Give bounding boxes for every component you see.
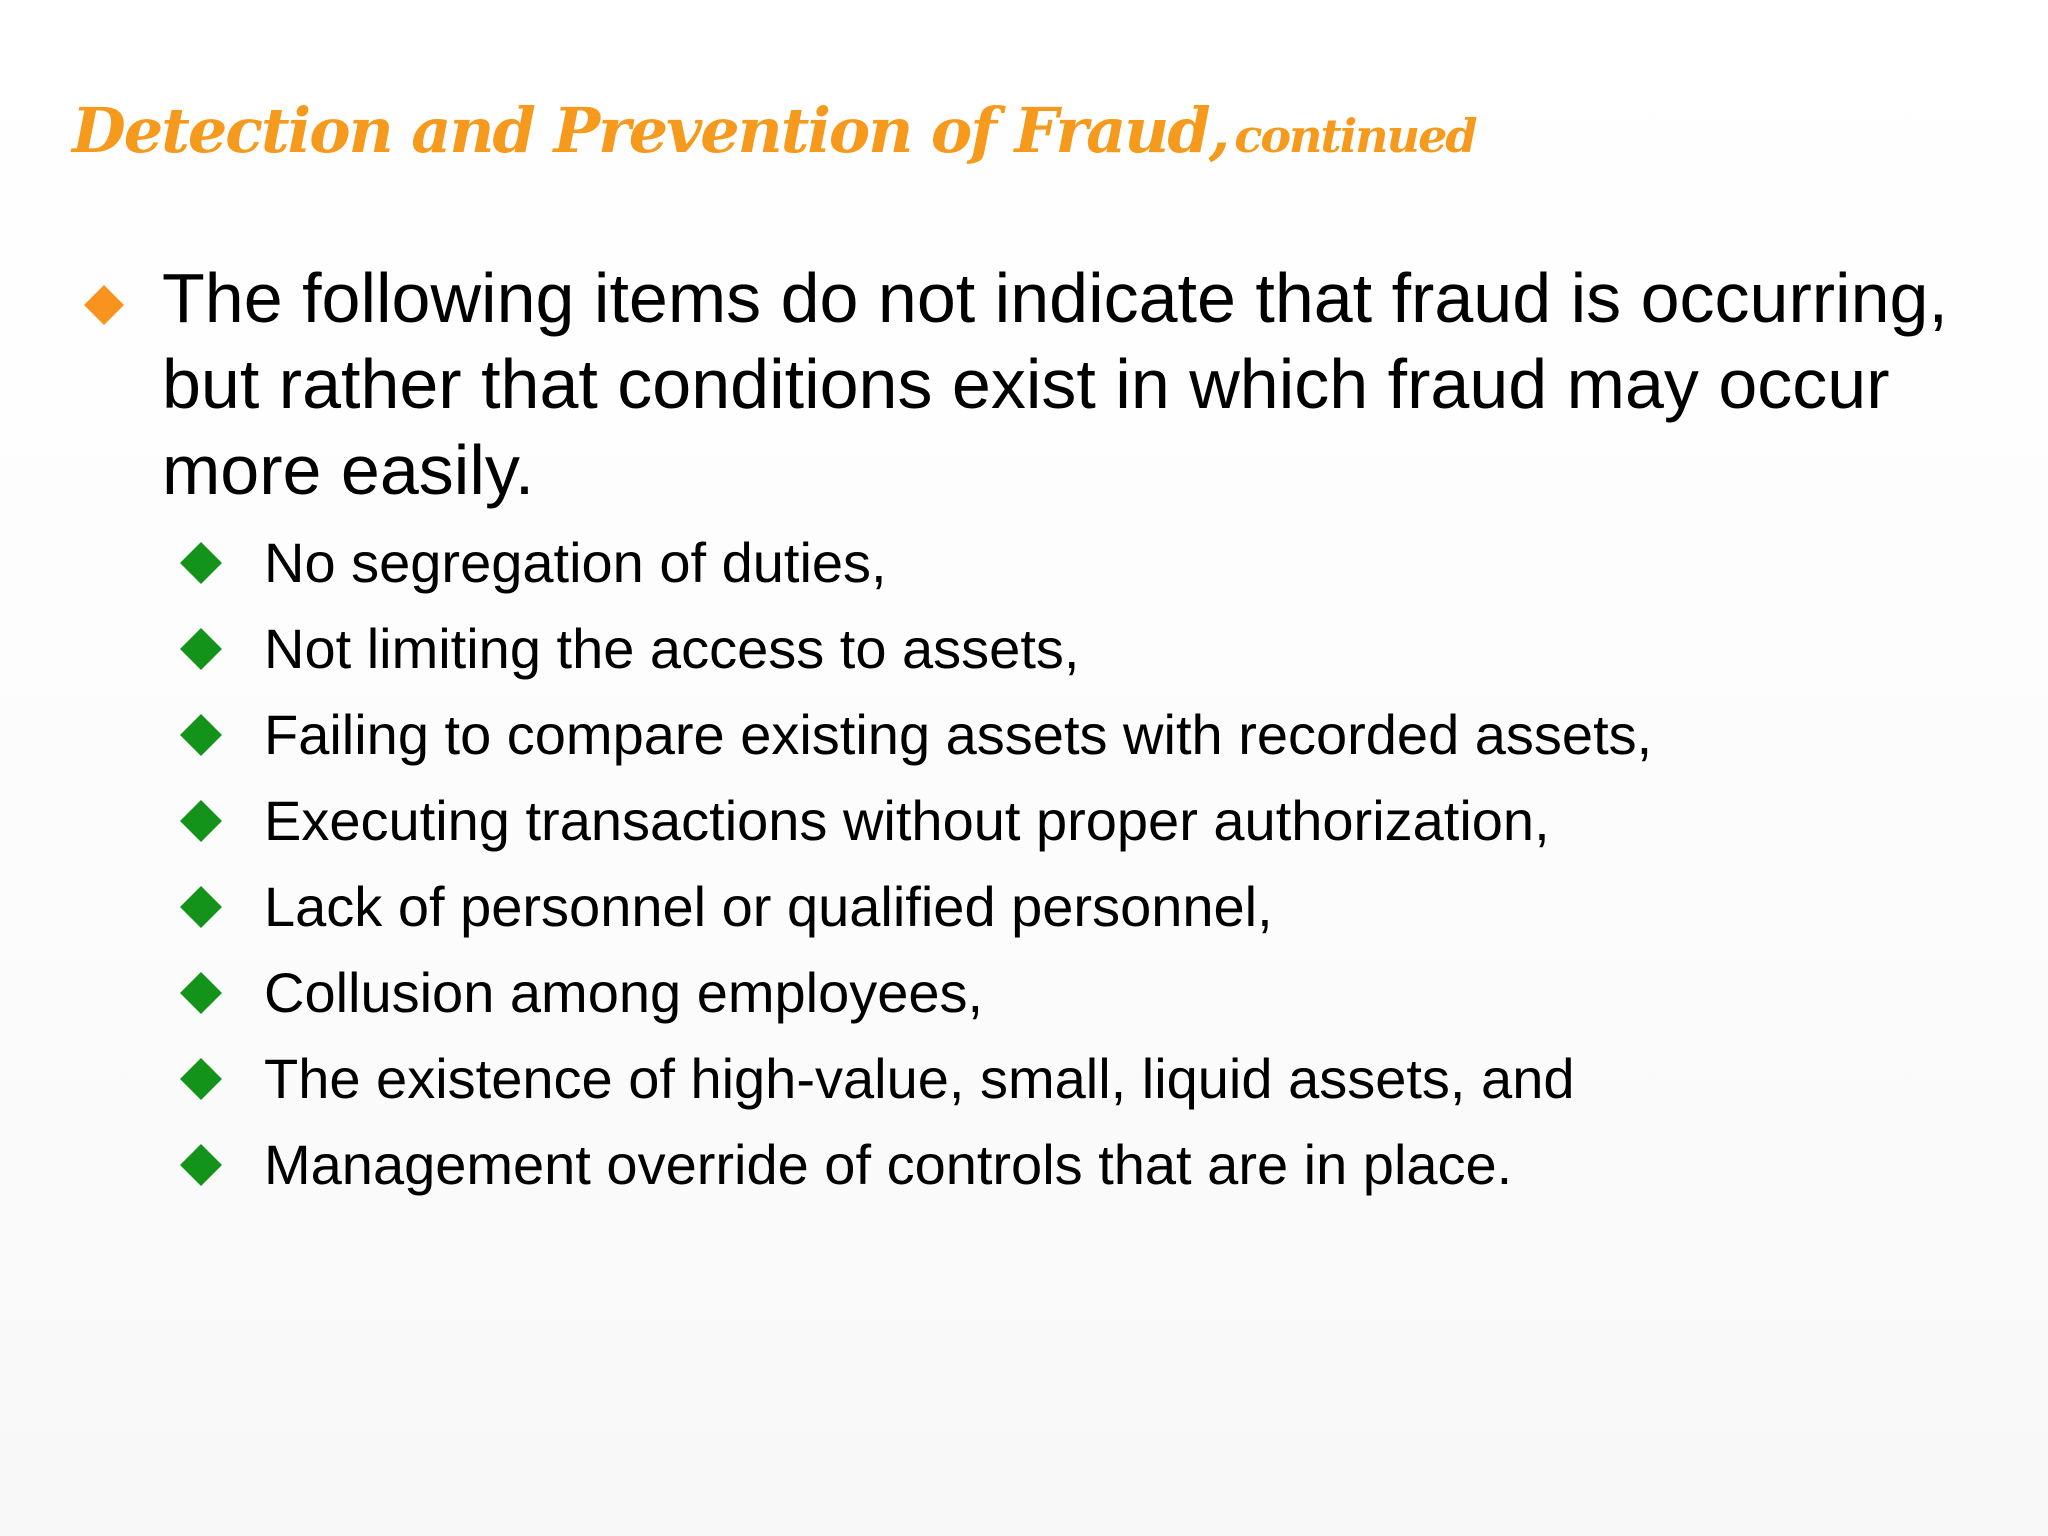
sub-bullet-item — [176, 864, 2016, 950]
sub-bullet-list — [176, 520, 2016, 1208]
diamond-bullet-icon — [180, 1058, 222, 1100]
diamond-bullet-icon — [180, 886, 222, 928]
slide-title — [72, 94, 1476, 167]
diamond-bullet-icon — [180, 1144, 222, 1186]
sub-bullet-text: Management override of controls that are in place. — [264, 1133, 1513, 1196]
diamond-bullet-icon — [84, 285, 124, 325]
sub-bullet-item — [176, 950, 2016, 1036]
main-bullet-text: The following items do not indicate that fraud is occurring, but rather that conditions exist in which fraud may occur more easily. — [162, 259, 1948, 509]
sub-bullet-text: Lack of personnel or qualified personnel, — [264, 875, 1273, 938]
diamond-bullet-icon — [180, 972, 222, 1014]
diamond-bullet-icon — [180, 800, 222, 842]
diamond-bullet-icon — [180, 714, 222, 756]
sub-bullet-item — [176, 1122, 2016, 1208]
sub-bullet-text: No segregation of duties, — [264, 531, 887, 594]
sub-bullet-item — [176, 520, 2016, 606]
slide-title-main: Detection and Prevention of Fraud, — [72, 94, 1229, 167]
sub-bullet-item — [176, 692, 2016, 778]
slide-title-suffix: continued — [1234, 109, 1476, 163]
sub-bullet-text: Not limiting the access to assets, — [264, 617, 1080, 680]
sub-bullet-item — [176, 1036, 2016, 1122]
sub-bullet-text: The existence of high-value, small, liquid assets, and — [264, 1047, 1575, 1110]
sub-bullet-text: Failing to compare existing assets with recorded assets, — [264, 703, 1653, 766]
sub-bullet-text: Executing transactions without proper authorization, — [264, 789, 1550, 852]
sub-bullet-item — [176, 778, 2016, 864]
diamond-bullet-icon — [180, 628, 222, 670]
diamond-bullet-icon — [180, 542, 222, 584]
sub-bullet-item — [176, 606, 2016, 692]
sub-bullet-text: Collusion among employees, — [264, 961, 984, 1024]
